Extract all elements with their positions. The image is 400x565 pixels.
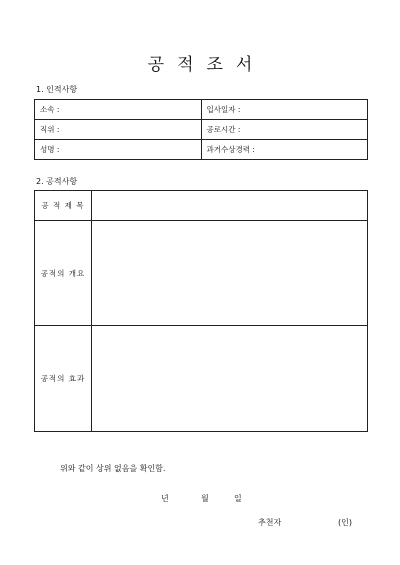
- achievements-table: [34, 190, 368, 432]
- achievement-title-field[interactable]: [92, 191, 368, 221]
- achievement-effect-field[interactable]: [92, 326, 368, 432]
- date-year-label: 년: [161, 494, 169, 503]
- achievement-title-label: 공 적 제 목: [35, 191, 92, 221]
- section-personal-info-label: 1. 인적사항: [36, 85, 78, 94]
- award-history-field[interactable]: 과거수상경력 :: [201, 140, 368, 160]
- personal-info-table: [34, 99, 368, 160]
- affiliation-field[interactable]: 소속 :: [35, 100, 202, 120]
- date-day-label: 일: [234, 494, 242, 503]
- table-row: [35, 100, 368, 120]
- document-title: 공적조서: [147, 55, 266, 75]
- table-row: [35, 191, 368, 221]
- service-period-field[interactable]: 공로시간 :: [201, 120, 368, 140]
- table-row: [35, 140, 368, 160]
- achievement-summary-field[interactable]: [92, 221, 368, 326]
- hire-date-field[interactable]: 입사일자 :: [201, 100, 368, 120]
- seal-label: (인): [338, 518, 352, 527]
- table-row: [35, 120, 368, 140]
- recommender-label: 추천자: [258, 518, 282, 527]
- date-month-label: 월: [201, 494, 209, 503]
- position-field[interactable]: 직위 :: [35, 120, 202, 140]
- confirmation-statement: 위와 같이 상위 없음을 확인함.: [60, 464, 166, 473]
- achievement-summary-label: 공적의 개요: [35, 221, 92, 326]
- section-achievements-label: 2. 공적사항: [36, 177, 78, 186]
- table-row: [35, 221, 368, 326]
- achievement-effect-label: 공적의 효과: [35, 326, 92, 432]
- name-field[interactable]: 성명 :: [35, 140, 202, 160]
- table-row: [35, 326, 368, 432]
